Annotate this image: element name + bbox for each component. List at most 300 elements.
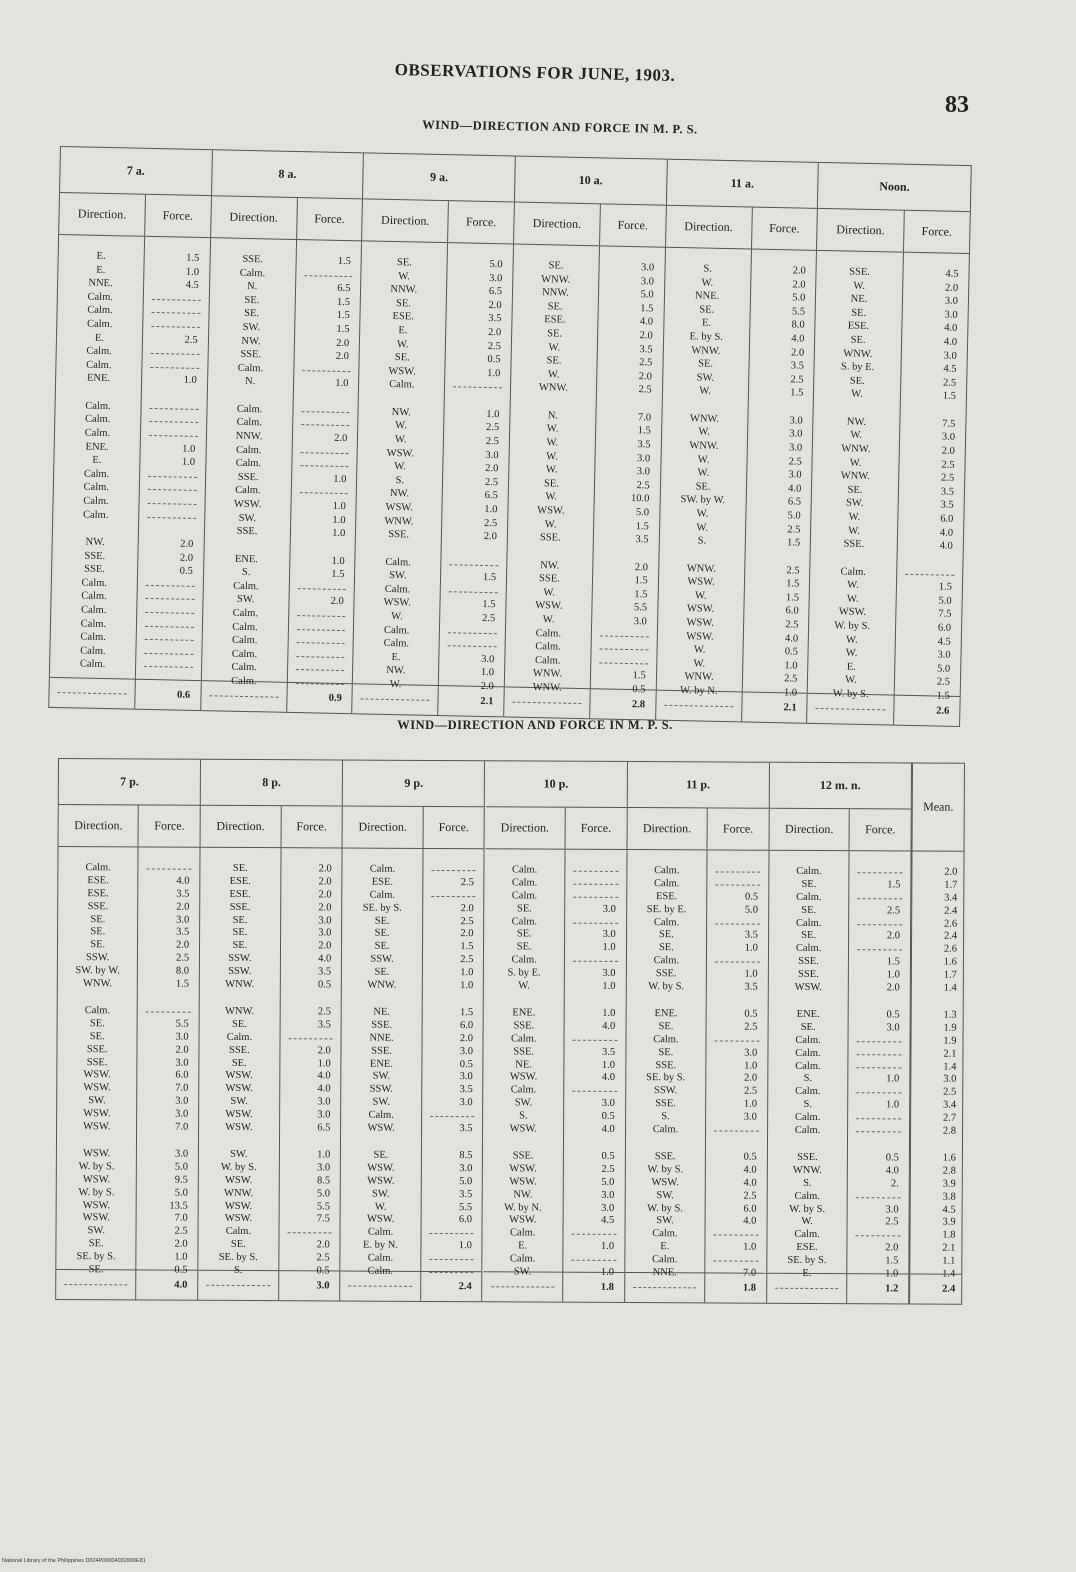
direction-cell: ESE. <box>371 876 394 888</box>
force-cell: 1.5 <box>482 572 497 584</box>
column-subheaders <box>514 203 666 248</box>
force-cell: 4.5 <box>937 636 951 648</box>
direction-cell: Calm. <box>385 556 411 569</box>
force-cell: 1.0 <box>460 967 474 979</box>
force-cell: 3.0 <box>640 262 655 274</box>
empty-force-dash <box>448 645 497 647</box>
direction-cell: SE. <box>800 1021 816 1033</box>
force-cell: 3.0 <box>937 649 951 661</box>
force-cell: 4.0 <box>317 1070 331 1082</box>
direction-cell: N. <box>244 376 256 388</box>
force-cell: 2.0 <box>792 278 806 291</box>
direction-cell: Calm. <box>85 862 111 874</box>
direction-cell: WSW. <box>233 498 262 511</box>
direction-cell: SSW. <box>86 952 110 964</box>
direction-cell: SW. <box>696 372 715 384</box>
direction-cell: SW. <box>845 497 864 510</box>
empty-force-dash <box>147 868 192 869</box>
force-column <box>135 237 210 710</box>
direction-cell: SSE. <box>242 253 264 266</box>
force-header: Force. <box>314 211 345 226</box>
direction-cell: SE. by S. <box>218 1251 258 1264</box>
direction-cell: WSW. <box>224 1213 253 1225</box>
force-cell: 2.0 <box>336 337 350 349</box>
force-cell: 1.5 <box>936 690 950 702</box>
empty-force-dash <box>145 639 194 641</box>
force-cell: 1.0 <box>480 667 495 679</box>
direction-cell: NW. <box>85 536 105 548</box>
force-cell: 2.5 <box>787 523 801 536</box>
empty-force-dash <box>301 411 350 413</box>
direction-cell: WNW. <box>82 978 113 990</box>
empty-force-dash <box>856 1197 901 1198</box>
totals-dash <box>209 695 278 697</box>
force-cell: 3.0 <box>601 1098 615 1110</box>
force-cell: 1.5 <box>460 941 474 953</box>
direction-cell: Calm. <box>233 580 259 593</box>
empty-force-dash <box>572 1091 617 1092</box>
direction-cell: E. <box>391 651 401 664</box>
empty-force-dash <box>145 612 194 614</box>
force-cell: 8.5 <box>316 1175 331 1187</box>
force-cell: 1.0 <box>744 1060 758 1072</box>
direction-cell: W. by S. <box>220 1161 257 1173</box>
direction-column <box>201 238 297 712</box>
empty-force-dash <box>599 649 648 651</box>
hour-group <box>49 147 212 710</box>
force-cell: 3.0 <box>944 309 958 321</box>
force-cell: 3.0 <box>943 350 957 362</box>
force-cell: 0.5 <box>744 1008 758 1020</box>
direction-cell: W. by S. <box>647 1202 683 1214</box>
direction-cell: Calm. <box>367 1252 394 1264</box>
direction-cell: Calm. <box>383 624 410 637</box>
direction-cell: Calm. <box>81 591 107 603</box>
direction-cell: WNW. <box>541 273 571 286</box>
direction-cell: SE. <box>89 1030 105 1042</box>
direction-cell: SSE. <box>388 529 410 541</box>
force-cell: 2.0 <box>460 902 474 914</box>
direction-cell: E. <box>96 264 106 276</box>
force-cell: 0.5 <box>743 1151 757 1163</box>
empty-force-dash <box>149 435 198 437</box>
direction-cell: WSW. <box>386 447 415 460</box>
force-cell: 0.5 <box>886 1009 900 1021</box>
force-cell: 1.0 <box>602 980 616 992</box>
direction-cell: SE. <box>695 481 711 493</box>
direction-cell: Calm. <box>87 291 114 303</box>
empty-force-dash <box>429 1272 474 1273</box>
empty-force-dash <box>572 1039 617 1040</box>
direction-cell: SSE. <box>513 1020 535 1032</box>
force-cell: 4.0 <box>939 540 953 552</box>
force-cell: 2.5 <box>485 436 500 448</box>
force-cell: 3.5 <box>459 1188 473 1200</box>
force-cell: 5.0 <box>787 510 801 522</box>
force-cell: 5.0 <box>640 289 654 301</box>
direction-cell: SE. <box>90 913 106 925</box>
direction-cell: SSE. <box>797 1151 818 1163</box>
force-cell: 3.5 <box>639 343 653 355</box>
direction-cell: Calm. <box>235 444 262 456</box>
force-cell: 3.0 <box>175 1057 189 1069</box>
direction-cell: S. <box>803 1073 813 1085</box>
direction-cell: SE. by S. <box>76 1251 116 1263</box>
force-cell: 3.5 <box>744 981 758 993</box>
direction-cell: Calm. <box>652 1254 678 1266</box>
direction-cell: SE. by S. <box>362 902 402 914</box>
force-cell: 2.5 <box>460 915 474 927</box>
direction-cell: Calm. <box>83 481 110 494</box>
force-cell: 1.0 <box>601 1059 616 1071</box>
direction-cell: W. <box>546 437 559 449</box>
direction-cell: ESE. <box>229 875 251 887</box>
hour-group <box>198 760 343 1301</box>
force-cell: 2.0 <box>179 552 194 564</box>
direction-cell: W. <box>696 521 709 534</box>
direction-cell: Calm. <box>236 417 263 429</box>
force-cell: 5.5 <box>633 602 648 614</box>
direction-cell: SSW. <box>228 966 252 978</box>
direction-cell: W. <box>845 634 858 646</box>
direction-cell: SE. <box>850 334 866 346</box>
force-cell: 7.0 <box>742 1267 757 1279</box>
direction-cell: Calm. <box>83 468 110 480</box>
force-cell: 2.0 <box>318 876 332 888</box>
force-cell: 6.0 <box>937 622 952 634</box>
force-cell: 0.5 <box>174 1264 188 1276</box>
hour-group <box>807 163 970 726</box>
direction-column <box>625 850 708 1302</box>
empty-force-dash <box>857 924 902 925</box>
direction-cell: WSW. <box>224 1200 253 1212</box>
force-cell: 1.0 <box>744 942 758 955</box>
mean-cell: 1.8 <box>942 1229 956 1242</box>
direction-cell: Calm. <box>86 359 112 371</box>
force-cell: 3.0 <box>485 449 499 461</box>
force-cell: 2.0 <box>483 531 498 543</box>
direction-cell: Calm. <box>232 607 259 620</box>
force-cell: 0.5 <box>632 684 646 696</box>
force-cell: 2.0 <box>318 940 332 952</box>
mean-cell: 1.4 <box>942 1268 956 1280</box>
direction-cell: WSW. <box>509 1123 537 1135</box>
force-cell: 10.0 <box>630 493 650 505</box>
force-header: Force. <box>296 819 327 834</box>
empty-force-dash <box>431 870 476 871</box>
direction-cell: SSE. <box>512 1150 534 1162</box>
force-cell: 2. <box>890 1178 899 1190</box>
empty-force-dash <box>429 1259 474 1260</box>
force-cell: 1.0 <box>743 1241 757 1253</box>
force-cell: 3.0 <box>602 968 616 980</box>
force-cell: 4.0 <box>743 1164 757 1176</box>
direction-cell: WSW. <box>687 576 715 589</box>
direction-cell: SSE. <box>843 538 865 551</box>
direction-cell: W. <box>546 423 559 435</box>
force-cell: 6.5 <box>317 1122 331 1134</box>
direction-header: Direction. <box>59 805 140 846</box>
direction-cell: ESE. <box>847 320 870 333</box>
force-cell: 3.0 <box>885 1203 899 1215</box>
direction-cell: SW. <box>372 1071 391 1083</box>
column-subheaders <box>59 193 211 238</box>
empty-force-dash <box>146 1011 191 1012</box>
force-cell: 2.5 <box>885 1216 899 1228</box>
mean-cell: 2.6 <box>943 944 958 956</box>
direction-cell: WSW. <box>509 1176 537 1188</box>
force-cell: 3.5 <box>637 439 651 451</box>
force-column <box>279 848 342 1300</box>
direction-cell: W. <box>701 277 714 289</box>
direction-header: Direction. <box>769 809 850 850</box>
force-cell: 5.0 <box>635 507 650 519</box>
direction-cell: N. <box>547 410 559 422</box>
force-total: 2.1 <box>783 702 797 714</box>
direction-cell: W. <box>853 280 866 292</box>
force-cell: 3.0 <box>886 1022 900 1034</box>
empty-force-dash <box>714 1235 759 1236</box>
force-cell: 1.0 <box>487 367 501 379</box>
direction-column <box>49 235 145 709</box>
force-cell: 2.0 <box>318 902 332 914</box>
force-cell: 1.5 <box>635 520 649 532</box>
direction-header: Direction. <box>485 807 566 848</box>
direction-cell: SSE. <box>798 956 819 968</box>
direction-cell: W. <box>394 434 407 446</box>
force-cell: 4.0 <box>602 1020 616 1032</box>
force-cell: 6.5 <box>484 490 498 502</box>
direction-cell: Calm. <box>511 877 538 889</box>
empty-force-dash <box>449 591 498 593</box>
force-cell: 0.5 <box>601 1150 615 1162</box>
force-cell: 3.5 <box>176 927 190 939</box>
direction-cell: Calm. <box>796 865 822 877</box>
mean-cell: 1.9 <box>943 1035 957 1047</box>
empty-force-dash <box>149 408 198 410</box>
force-cell: 2.5 <box>175 952 190 964</box>
force-cell: 2.0 <box>317 1045 331 1057</box>
force-cell: 2.5 <box>460 877 474 889</box>
direction-cell: Calm. <box>795 1047 821 1059</box>
direction-cell: S. <box>661 1111 670 1123</box>
direction-cell: WSW. <box>537 505 565 517</box>
direction-cell: Calm. <box>87 304 113 317</box>
force-cell: 2.5 <box>316 1252 330 1264</box>
force-cell: 1.5 <box>632 670 646 682</box>
empty-force-dash <box>857 1093 902 1094</box>
totals-dash <box>512 702 581 704</box>
direction-cell: SW. <box>656 1215 674 1227</box>
direction-column <box>353 241 449 715</box>
direction-cell: SW. <box>513 1266 532 1278</box>
direction-cell: WNW. <box>684 671 714 684</box>
direction-cell: Calm. <box>225 1226 252 1238</box>
force-column <box>438 243 513 716</box>
direction-cell: E. <box>92 454 102 467</box>
force-header: Force. <box>580 820 612 835</box>
column-subheaders <box>627 808 768 851</box>
empty-force-dash <box>297 588 346 590</box>
force-cell: 3.5 <box>176 888 190 900</box>
direction-cell: ESE. <box>229 888 251 900</box>
page-number: 83 <box>945 92 969 118</box>
direction-cell: S. <box>803 1177 812 1189</box>
totals-dash <box>206 1285 269 1286</box>
direction-cell: W. <box>694 590 707 602</box>
force-cell: 7.5 <box>316 1213 330 1225</box>
direction-cell: ENE. <box>234 553 259 565</box>
force-cell: 2.0 <box>639 330 653 342</box>
direction-cell: Calm. <box>235 457 262 470</box>
force-cell: 1.5 <box>942 390 957 403</box>
force-cell: 2.5 <box>317 1006 332 1018</box>
direction-cell: W. <box>398 270 411 282</box>
direction-cell: W. <box>848 525 861 537</box>
direction-cell: SE. <box>244 294 260 306</box>
totals-dash <box>816 708 885 710</box>
direction-cell: SE. by S. <box>787 1254 827 1267</box>
direction-cell: SE. <box>658 929 674 941</box>
direction-cell: Calm. <box>383 638 410 650</box>
direction-cell: NNW. <box>390 284 418 296</box>
force-cell: 3.0 <box>175 1108 189 1120</box>
direction-cell: SE. <box>658 1021 674 1033</box>
force-cell: 2.5 <box>601 1163 615 1175</box>
force-cell: 8.5 <box>459 1150 473 1162</box>
force-cell: 2.0 <box>318 889 332 901</box>
empty-force-dash <box>145 626 194 628</box>
totals-dash <box>58 692 127 694</box>
force-cell: 3.5 <box>790 360 804 372</box>
empty-force-dash <box>858 898 903 899</box>
direction-cell: WSW. <box>367 1162 395 1174</box>
force-cell: 2.5 <box>784 673 798 685</box>
force-cell: 1.0 <box>484 503 498 516</box>
direction-cell: NW. <box>241 335 261 347</box>
force-cell: 1.0 <box>783 687 798 699</box>
force-cell: 4.0 <box>601 1072 616 1084</box>
direction-cell: NNW. <box>235 430 263 443</box>
direction-cell: Calm. <box>535 641 561 653</box>
direction-cell: SW. <box>238 512 257 524</box>
empty-force-dash <box>300 465 349 467</box>
empty-force-dash <box>148 476 197 478</box>
direction-cell: Calm. <box>239 267 266 279</box>
force-column <box>421 849 484 1301</box>
direction-cell: S. by E. <box>840 361 875 374</box>
force-cell: 3.0 <box>789 428 803 441</box>
empty-force-dash <box>857 1054 902 1055</box>
mean-cell: 2.7 <box>942 1112 957 1124</box>
empty-force-dash <box>149 421 198 423</box>
direction-cell: SW. <box>230 1096 248 1108</box>
direction-cell: WNW. <box>532 668 563 681</box>
force-cell: 3.0 <box>941 431 956 444</box>
force-cell: 1.5 <box>634 575 648 587</box>
force-cell: 3.5 <box>459 1084 473 1096</box>
force-cell: 1.0 <box>886 1099 900 1111</box>
force-total: 2.1 <box>480 695 494 708</box>
force-cell: 6.0 <box>458 1214 473 1226</box>
force-cell: 1.5 <box>186 252 200 264</box>
force-cell: 2.5 <box>743 1190 757 1202</box>
empty-force-dash <box>304 275 353 277</box>
direction-cell: SW. <box>514 1097 533 1109</box>
direction-cell: W. by S. <box>78 1160 115 1173</box>
force-cell: 1.0 <box>460 980 474 992</box>
force-header: Force. <box>921 224 953 239</box>
force-cell: 3.5 <box>940 499 954 512</box>
totals-dash <box>491 1286 554 1287</box>
totals-dash <box>664 705 733 707</box>
direction-cell: Calm. <box>86 318 113 331</box>
direction-cell: WSW. <box>509 1214 537 1226</box>
direction-cell: WSW. <box>82 1148 111 1160</box>
force-cell: 2.5 <box>940 472 955 485</box>
empty-force-dash <box>857 950 902 951</box>
direction-cell: Calm. <box>511 890 538 902</box>
direction-cell: NW. <box>389 488 410 500</box>
direction-cell: Calm. <box>80 604 107 617</box>
force-cell: 5.5 <box>316 1200 330 1212</box>
direction-cell: SSE. <box>513 1046 535 1058</box>
empty-force-dash <box>715 923 760 924</box>
force-cell: 1.0 <box>182 443 196 455</box>
force-cell: 1.0 <box>335 378 349 390</box>
force-column <box>742 250 817 723</box>
force-cell: 1.5 <box>785 592 800 604</box>
force-cell: 2.5 <box>481 613 496 625</box>
direction-cell: NNE. <box>369 1032 394 1044</box>
direction-cell: Calm. <box>653 916 680 928</box>
direction-column <box>340 848 423 1300</box>
direction-cell: Calm. <box>235 485 261 497</box>
direction-cell: WSW. <box>83 1108 111 1120</box>
force-cell: 2.0 <box>335 350 350 363</box>
hour-header: 7 p. <box>59 759 200 806</box>
empty-force-dash <box>599 662 648 664</box>
direction-cell: SE. <box>374 966 390 978</box>
force-cell: 4.0 <box>939 527 954 539</box>
direction-cell: W. <box>547 368 560 381</box>
direction-cell: SE. <box>699 304 715 316</box>
direction-cell: Calm. <box>654 865 680 877</box>
direction-cell: Calm. <box>796 891 822 903</box>
direction-cell: E. by S. <box>689 331 723 343</box>
direction-cell: W. by S. <box>647 1163 684 1176</box>
direction-cell: W. <box>698 426 711 439</box>
evening-wind-table <box>55 758 965 1305</box>
direction-cell: SSE. <box>849 266 871 278</box>
force-cell: 3.0 <box>601 1202 615 1214</box>
direction-cell: ESE. <box>87 875 109 887</box>
direction-cell: WSW. <box>224 1174 253 1186</box>
direction-cell: SW. <box>87 1225 105 1237</box>
direction-cell: SE. <box>232 940 248 952</box>
force-cell: 1.5 <box>336 310 350 322</box>
empty-force-dash <box>150 367 199 369</box>
mean-cell: 2.4 <box>943 931 958 943</box>
page-title: OBSERVATIONS FOR JUNE, 1903. <box>394 60 676 85</box>
direction-header: Direction. <box>211 196 298 239</box>
empty-force-dash <box>571 1234 616 1235</box>
direction-cell: SW. <box>230 1148 248 1160</box>
group-body <box>807 251 969 726</box>
mean-cell: 1.6 <box>942 1152 956 1164</box>
direction-cell: Calm. <box>84 427 111 440</box>
direction-cell: W. <box>845 674 857 687</box>
